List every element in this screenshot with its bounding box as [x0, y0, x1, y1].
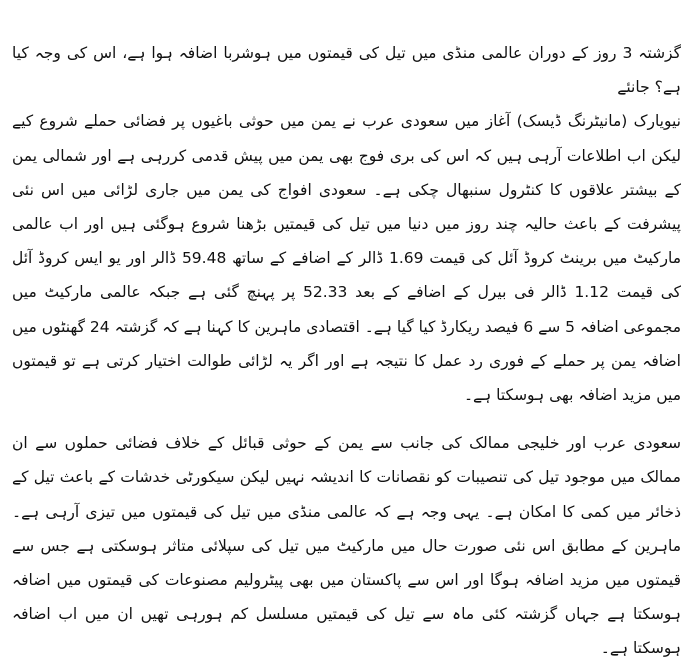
article-body: [12, 36, 681, 666]
article-paragraph-2: سعودی عرب اور خلیجی ممالک کی جانب سے یمن کے حوثی قبائل کے خلاف فضائی حملوں سے ان ممالک میں موجود تیل کی تنصیبات کو نقصانات کا اندیشہ نہیں لیکن سیکورٹی خدشات کے باعث تیل کے ذخائر میں کمی کا امکان ہے۔ یہی وجہ ہے کہ عالمی منڈی میں تیل کی قیمتوں میں تیزی آرہی ہے۔ ماہرین کے مطابق اس نئی صورت حال میں مارکیٹ میں تیل کی سپلائی متاثر ہوسکتی ہے جس سے قیمتوں میں مزید اضافہ ہوگا اور اس سے پاکستان میں بھی پیٹرولیم مصنوعات کی قیمتوں میں اضافہ ہوسکتا ہے جہاں گزشتہ کئی ماہ سے تیل کی قیمتیں مسلسل کم ہورہی تھیں ان میں اب اضافہ ہوسکتا ہے۔: [12, 434, 681, 658]
article-paragraph-1: نیویارک (مانیٹرنگ ڈیسک) آغاز میں سعودی عرب نے یمن میں حوثی باغیوں پر فضائی حملے شروع کیے لیکن اب اطلاعات آرہی ہیں کہ اس کی بری فوج بھی یمن میں پیش قدمی کررہی ہے اور شمالی یمن کے بیشتر علاقوں کا کنٹرول سنبھال چکی ہے۔ سعودی افواج کی یمن میں جاری لڑائی میں اس نئی پیشرفت کے باعث حالیہ چند روز میں دنیا میں تیل کی قیمتیں بڑھنا شروع ہوگئی ہیں اور اب عالمی مارکیٹ میں برینٹ کروڈ آئل کی قیمت 1.69 ڈالر کے اضافے کے ساتھ 59.48 ڈالر اور یو ایس کروڈ آئل کی قیمت 1.12 ڈالر فی بیرل کے اضافے کے بعد 52.33 پر پہنچ گئی ہے جبکہ عالمی مارکیٹ میں مجموعی اضافہ 5 سے 6 فیصد ریکارڈ کیا گیا ہے۔ اقتصادی ماہرین کا کہنا ہے کہ گزشتہ 24 گھنٹوں میں اضافہ یمن پر حملے کے فوری رد عمل کا نتیجہ ہے اور اگر یہ لڑائی طوالت اختیار کرتی ہے تو قیمتوں میں مزید اضافہ بھی ہوسکتا ہے۔: [12, 112, 682, 405]
article-headline: گزشتہ 3 روز کے دوران عالمی منڈی میں تیل کی قیمتوں میں ہوشربا اضافہ ہوا ہے، اس کی وجہ کیا ہے؟ جانئے: [12, 44, 681, 97]
